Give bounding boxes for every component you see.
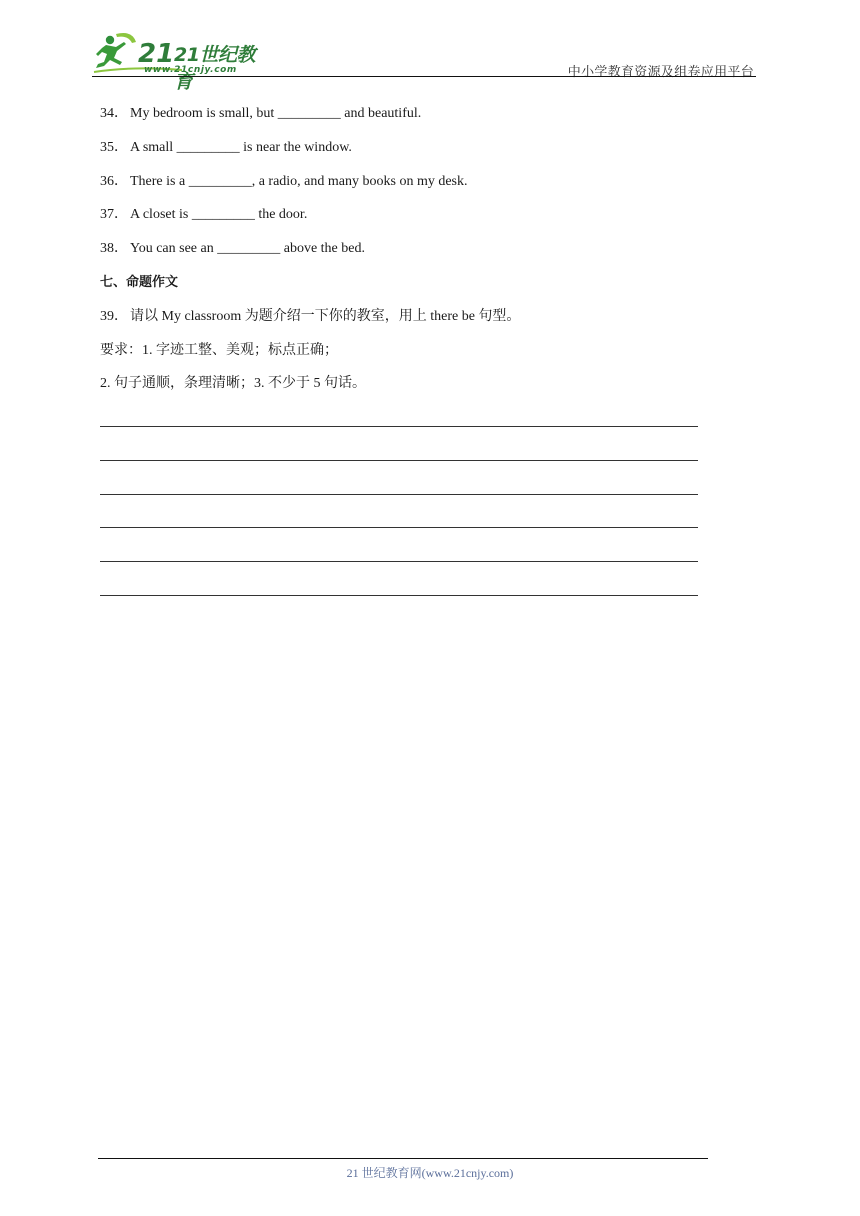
writing-prompt	[100, 307, 720, 327]
question-text: A closet is _________ the door.	[130, 207, 308, 223]
question-text: My bedroom is small, but _________ and beautiful.	[130, 106, 422, 121]
question-text: You can see an _________ above the bed.	[130, 241, 365, 257]
question-38	[100, 239, 720, 259]
question-number: 36．	[100, 173, 128, 189]
question-text: There is a _________, a radio, and many books on my desk.	[130, 173, 468, 189]
header-divider	[92, 76, 756, 77]
answer-line[interactable]	[100, 494, 698, 495]
question-35	[100, 138, 720, 158]
answer-line[interactable]	[100, 595, 698, 596]
writing-prompt-text: 请以 My classroom 为题介绍一下你的教室，用上 there be 句型。	[130, 308, 521, 324]
question-number: 38．	[100, 241, 128, 257]
logo-url-text: www.21cnjy.com	[144, 65, 237, 75]
footer-link[interactable]: 21 世纪教育网(www.21cnjy.com)	[346, 1166, 514, 1180]
answer-line[interactable]	[100, 460, 698, 461]
worksheet-content	[100, 104, 720, 408]
section-title: 七、命题作文	[100, 274, 179, 290]
answer-lines	[100, 426, 698, 629]
answer-line[interactable]	[100, 426, 698, 427]
site-name: 中小学教育资源及组卷应用平台	[567, 64, 754, 79]
question-number: 34．	[100, 106, 128, 121]
question-number: 37．	[100, 207, 128, 223]
footer-divider	[98, 1158, 708, 1159]
question-37	[100, 205, 720, 225]
question-number: 35．	[100, 139, 128, 155]
logo-text: 21世纪教育	[174, 44, 255, 93]
question-36	[100, 172, 720, 192]
question-number: 39．	[100, 308, 128, 324]
page-header	[92, 32, 756, 93]
svg-text:21: 21	[138, 39, 175, 69]
answer-line[interactable]	[100, 527, 698, 528]
writing-requirement-1: 要求：1. 字迹工整、美观；标点正确；	[100, 342, 338, 358]
question-text: A small _________ is near the window.	[130, 139, 352, 155]
writing-requirement-2: 2. 句子通顺，条理清晰；3. 不少于 5 句话。	[100, 376, 366, 392]
answer-line[interactable]	[100, 561, 698, 562]
question-34	[100, 104, 720, 124]
site-logo	[92, 32, 262, 93]
